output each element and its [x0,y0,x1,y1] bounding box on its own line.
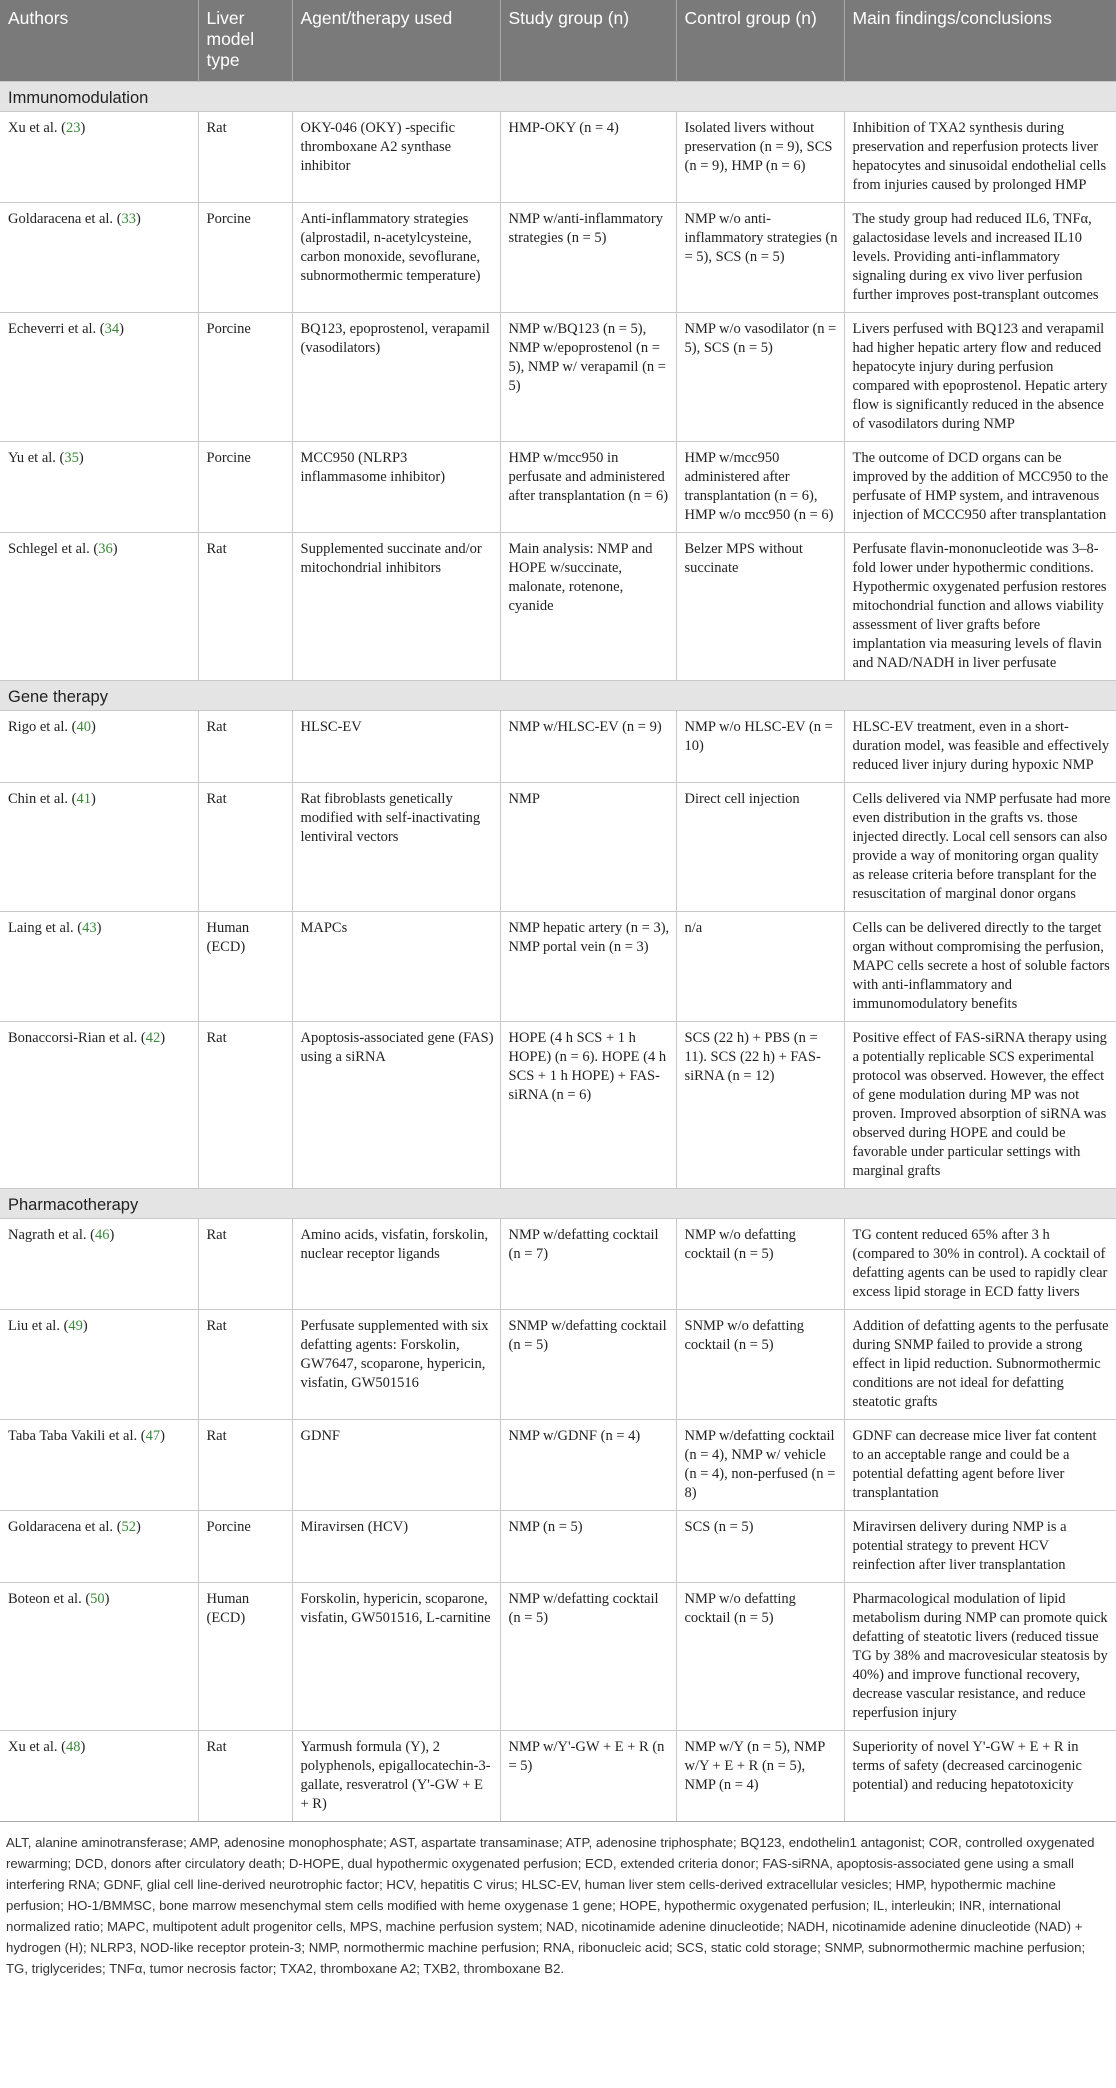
author-cell: Laing et al. (43) [0,912,198,1022]
control-cell [676,313,844,442]
agent-cell-text: Miravirsen (HCV) [300,1519,409,1535]
table-row [0,203,1116,313]
agent-cell [292,313,500,442]
author-cell: Echeverri et al. (34) [0,313,198,442]
model-cell-text: Rat [206,1739,227,1755]
author-cell: Xu et al. (48) [0,1731,198,1822]
study-cell [500,711,676,783]
study-cell [500,112,676,203]
section-row [0,82,1116,112]
study-cell-text: NMP [508,791,540,807]
model-cell-text: Rat [206,791,227,807]
control-cell-text: Belzer MPS without succinate [684,541,803,576]
author-cell: Rigo et al. (40) [0,711,198,783]
agent-cell-text: Yarmush formula (Y), 2 polyphenols, epigallocatechin-3-gallate, resveratrol (Y'-GW + E + R) [300,1739,491,1812]
section-title: Immunomodulation [0,82,1116,112]
model-cell-text: Rat [206,1318,227,1334]
table-row [0,1219,1116,1310]
author-cell: Boteon et al. (50) [0,1583,198,1731]
author-cell: Bonaccorsi-Rian et al. (42) [0,1022,198,1189]
reference-link[interactable]: 49 [68,1318,83,1334]
model-cell [198,912,292,1022]
model-cell-text: Porcine [206,211,251,227]
author-cell-text: Bonaccorsi-Rian et al. [8,1030,138,1046]
author-cell: Nagrath et al. (46) [0,1219,198,1310]
findings-cell-text: Pharmacological modulation of lipid metabolism during NMP can promote quick defatting of steatotic livers (reduced tissue TG by 38% and macrovesicular steatosis by 40%) and improve functional recovery, decrease vascular resistance, and reduce reperfusion injury [852,1591,1108,1721]
agent-cell [292,442,500,533]
agent-cell [292,112,500,203]
study-cell [500,313,676,442]
model-cell [198,1022,292,1189]
section-title: Pharmacotherapy [0,1189,1116,1219]
control-cell [676,533,844,681]
findings-cell-text: Positive effect of FAS-siRNA therapy using a potentially replicable SCS experimental protocol was observed. However, the effect of gene modulation during MP was not proven. Improved absorption of siRNA was observed during HOPE and could be favorable under particular settings with marginal grafts [852,1030,1107,1179]
agent-cell-text: Apoptosis-associated gene (FAS) using a siRNA [300,1030,494,1065]
control-cell-text: NMP w/o HLSC-EV (n = 10) [684,719,833,754]
control-cell-text: NMP w/o anti-inflammatory strategies (n = 5), SCS (n = 5) [684,211,838,265]
author-cell: Taba Taba Vakili et al. (47) [0,1420,198,1511]
control-cell-text: SNMP w/o defatting cocktail (n = 5) [684,1318,804,1353]
author-cell-text: Goldaracena et al. [8,211,114,227]
author-cell-text: Schlegel et al. [8,541,90,557]
author-cell-text: Yu et al. [8,450,56,466]
model-cell [198,1219,292,1310]
study-cell [500,442,676,533]
model-cell [198,442,292,533]
model-cell-text: Rat [206,719,227,735]
findings-cell [844,912,1116,1022]
findings-cell [844,1310,1116,1420]
table-header [0,0,1116,82]
findings-cell-text: TG content reduced 65% after 3 h (compared to 30% in control). A cocktail of defatting agents can be used to rapidly clear excess lipid storage in ECD fatty livers [852,1227,1108,1300]
reference-link[interactable]: 46 [94,1227,110,1243]
study-cell [500,1583,676,1731]
control-cell [676,1310,844,1420]
model-cell [198,711,292,783]
agent-cell [292,1219,500,1310]
model-cell-text: Rat [206,1030,227,1046]
findings-cell-text: Miravirsen delivery during NMP is a potential strategy to prevent HCV reinfection after liver transplantation [852,1519,1067,1573]
author-cell-text: Taba Taba Vakili et al. [8,1428,138,1444]
control-cell [676,711,844,783]
agent-cell-text: Rat fibroblasts genetically modified with self-inactivating lentiviral vectors [300,791,481,845]
model-cell-text: Human (ECD) [206,920,250,955]
findings-cell [844,1219,1116,1310]
author-cell-text: Echeverri et al. [8,321,97,337]
control-cell-text: n/a [684,920,703,936]
study-cell-text: NMP w/HLSC-EV (n = 9) [508,719,662,735]
author-cell: Goldaracena et al. (52) [0,1511,198,1583]
author-cell-text: Liu et al. [8,1318,60,1334]
study-cell-text: NMP w/defatting cocktail (n = 5) [508,1591,659,1626]
findings-cell [844,1511,1116,1583]
findings-cell-text: Cells can be delivered directly to the target organ without compromising the perfusion, MAPC cells secrete a host of soluble factors with anti-inflammatory and immunomodulatory benefits [852,920,1110,1012]
findings-cell-text: Livers perfused with BQ123 and verapamil had higher hepatic artery flow and reduced hepatocyte injury during perfusion compared with epoprostenol. Hepatic artery flow is significantly reduced in the absence of vasodilators during NMP [852,321,1108,432]
reference-link[interactable]: 34 [104,321,120,337]
author-cell-text: Chin et al. [8,791,69,807]
model-cell-text: Porcine [206,1519,251,1535]
control-cell [676,1583,844,1731]
reference-link[interactable]: 50 [90,1591,105,1607]
control-cell [676,442,844,533]
findings-cell-text: Addition of defatting agents to the perfusate during SNMP failed to provide a strong effect in lipid reduction. Subnormothermic conditions are not ideal for defatting steatotic grafts [852,1318,1109,1410]
author-cell: Xu et al. (23) [0,112,198,203]
reference-link[interactable]: 52 [121,1519,137,1535]
agent-cell-text: MCC950 (NLRP3 inflammasome inhibitor) [300,450,446,485]
agent-cell [292,1511,500,1583]
study-cell [500,533,676,681]
findings-cell [844,783,1116,912]
author-cell-text: Nagrath et al. [8,1227,87,1243]
findings-cell [844,533,1116,681]
model-cell-text: Rat [206,120,227,136]
author-cell-text: Boteon et al. [8,1591,82,1607]
table-row [0,912,1116,1022]
findings-cell [844,1731,1116,1822]
model-cell [198,533,292,681]
reference-link[interactable]: 35 [64,450,79,466]
author-cell-text: Laing et al. [8,920,74,936]
table-row [0,1022,1116,1189]
model-cell-text: Rat [206,1227,227,1243]
author-cell-text: Xu et al. [8,120,58,136]
control-cell-text: SCS (22 h) + PBS (n = 11). SCS (22 h) + FAS-siRNA (n = 12) [684,1030,821,1084]
section-row [0,681,1116,711]
table-body [0,82,1116,1822]
study-cell [500,1022,676,1189]
table-row [0,533,1116,681]
study-cell-text: NMP (n = 5) [508,1519,583,1535]
findings-cell-text: The study group had reduced IL6, TNFα, galactosidase levels and increased IL10 levels. Providing anti-inflammatory signaling during ex vivo liver perfusion further improves post-transplant outcomes [852,211,1099,303]
reference-link[interactable]: 43 [82,920,97,936]
study-cell [500,1511,676,1583]
control-cell [676,912,844,1022]
control-cell [676,1022,844,1189]
model-cell-text: Human (ECD) [206,1591,250,1626]
control-cell-text: NMP w/defatting cocktail (n = 4), NMP w/ vehicle (n = 4), non-perfused (n = 8) [684,1428,836,1501]
table-row [0,1511,1116,1583]
table-footnote: ALT, alanine aminotransferase; AMP, adenosine monophosphate; AST, aspartate transaminase; ATP, adenosine triphosphate; BQ123, endothelin1 antagonist; COR, controlled oxygenated rewarming; DCD, donors after circulatory death; D-HOPE, dual hypothermic oxygenated perfusion; ECD, extended criteria donor; FAS-siRNA, apoptosis-associated gene using a small interfering RNA; GDNF, glial cell line-derived neurotrophic factor; HCV, hepatitis C virus; HLSC-EV, human liver stem cells-derived extracellular vesicles; HMP, hypothermic machine perfusion; HO-1/BMMSC, bone marrow mesenchymal stem cells modified with heme oxygenase 1 gene; HOPE, hypothermic oxygenated perfusion; IL, interleukin; INR, international normalized ratio; MAPC, multipotent adult progenitor cells, MPS, machine perfusion system; NAD, nicotinamide adenine dinucleotide; NADH, nicotinamide adenine dinucleotide (NAD) + hydrogen (H); NLRP3, NOD-like receptor protein-3; NMP, normothermic machine perfusion; RNA, ribonucleic acid; SCS, static cold storage; SNMP, subnormothermic machine perfusion; TG, triglycerides; TNFα, tumor necrosis factor; TXA2, thromboxane A2; TXB2, thromboxane B2. [0,1821,1116,1979]
reference-link[interactable]: 23 [66,120,81,136]
control-cell [676,1731,844,1822]
model-cell [198,1310,292,1420]
model-cell [198,1420,292,1511]
findings-cell [844,442,1116,533]
author-cell-text: Xu et al. [8,1739,58,1755]
study-cell-text: NMP hepatic artery (n = 3), NMP portal vein (n = 3) [508,920,670,955]
model-cell-text: Porcine [206,321,251,337]
findings-cell [844,711,1116,783]
control-cell-text: NMP w/o defatting cocktail (n = 5) [684,1227,796,1262]
control-cell-text: NMP w/Y (n = 5), NMP w/Y + E + R (n = 5), NMP (n = 4) [684,1739,825,1793]
findings-cell [844,313,1116,442]
header-liver-model: Liver model type [198,0,292,82]
findings-cell [844,1420,1116,1511]
agent-cell [292,912,500,1022]
table-row [0,313,1116,442]
reference-link[interactable]: 47 [145,1428,161,1444]
agent-cell-text: Anti-inflammatory strategies (alprostadil, n-acetylcysteine, carbon monoxide, sevoflurane, subnormothermic temperature) [300,211,481,284]
study-cell-text: NMP w/anti-inflammatory strategies (n = 5) [508,211,664,246]
header-study-group: Study group (n) [500,0,676,82]
study-cell-text: HOPE (4 h SCS + 1 h HOPE) (n = 6). HOPE (4 h SCS + 1 h HOPE) + FAS-siRNA (n = 6) [508,1030,667,1103]
section-row [0,1189,1116,1219]
model-cell [198,1583,292,1731]
study-cell-text: HMP w/mcc950 in perfusate and administered after transplantation (n = 6) [508,450,669,504]
findings-cell-text: Perfusate flavin-mononucleotide was 3–8-fold lower under hypothermic conditions. Hypothermic oxygenated perfusion restores mitochondrial function and allows viability assessment of liver grafts before implantation via measuring levels of flavin and NAD/NADH in liver perfusate [852,541,1107,671]
header-findings: Main findings/conclusions [844,0,1116,82]
agent-cell [292,1420,500,1511]
model-cell-text: Porcine [206,450,251,466]
agent-cell [292,1731,500,1822]
agent-cell [292,1583,500,1731]
study-cell [500,1731,676,1822]
findings-cell-text: Cells delivered via NMP perfusate had more even distribution in the grafts vs. those injected directly. Local cell sensors can also provide a way of monitoring organ quality as release criteria before transplant for the resuscitation of marginal donor organs [852,791,1111,902]
header-control-group: Control group (n) [676,0,844,82]
control-cell [676,1420,844,1511]
reference-link[interactable]: 42 [145,1030,161,1046]
author-cell-text: Rigo et al. [8,719,69,735]
agent-cell [292,533,500,681]
model-cell [198,1731,292,1822]
study-cell-text: SNMP w/defatting cocktail (n = 5) [508,1318,667,1353]
agent-cell [292,711,500,783]
control-cell [676,112,844,203]
findings-cell [844,203,1116,313]
control-cell [676,203,844,313]
study-cell [500,912,676,1022]
reference-link[interactable]: 33 [121,211,137,227]
model-cell [198,313,292,442]
control-cell [676,1511,844,1583]
agent-cell [292,1022,500,1189]
findings-cell-text: HLSC-EV treatment, even in a short-duration model, was feasible and effectively reduced liver injury during hypoxic NMP [852,719,1110,773]
findings-cell-text: Superiority of novel Y'-GW + E + R in terms of safety (decreased carcinogenic potential) and reducing hepatotoxicity [852,1739,1082,1793]
agent-cell-text: BQ123, epoprostenol, verapamil (vasodilators) [300,321,490,356]
author-cell: Liu et al. (49) [0,1310,198,1420]
control-cell-text: NMP w/o defatting cocktail (n = 5) [684,1591,796,1626]
model-cell [198,203,292,313]
study-cell-text: NMP w/BQ123 (n = 5), NMP w/epoprostenol (n = 5), NMP w/ verapamil (n = 5) [508,321,666,394]
control-cell-text: NMP w/o vasodilator (n = 5), SCS (n = 5) [684,321,837,356]
control-cell-text: Direct cell injection [684,791,800,807]
table-row [0,1310,1116,1420]
findings-cell-text: GDNF can decrease mice liver fat content to an acceptable range and could be a potential defatting agent before liver transplantation [852,1428,1097,1501]
author-cell: Yu et al. (35) [0,442,198,533]
reference-link[interactable]: 48 [66,1739,81,1755]
study-cell [500,783,676,912]
table-row [0,1583,1116,1731]
reference-link[interactable]: 40 [76,719,91,735]
agent-cell-text: Forskolin, hypericin, scoparone, visfatin, GW501516, L-carnitine [300,1591,491,1626]
agent-cell-text: Supplemented succinate and/or mitochondrial inhibitors [300,541,482,576]
findings-cell [844,1022,1116,1189]
table-row [0,112,1116,203]
study-cell-text: NMP w/Y'-GW + E + R (n = 5) [508,1739,665,1774]
reference-link[interactable]: 36 [98,541,113,557]
findings-cell-text: Inhibition of TXA2 synthesis during preservation and reperfusion protects liver hepatocytes and sinusoidal endothelial cells from injuries caused by prolonged HMP [852,120,1107,193]
table-row [0,783,1116,912]
control-cell-text: HMP w/mcc950 administered after transplantation (n = 6), HMP w/o mcc950 (n = 6) [684,450,834,523]
model-cell [198,1511,292,1583]
model-cell [198,783,292,912]
author-cell: Goldaracena et al. (33) [0,203,198,313]
study-cell [500,1310,676,1420]
study-cell-text: HMP-OKY (n = 4) [508,120,619,136]
section-title: Gene therapy [0,681,1116,711]
findings-cell-text: The outcome of DCD organs can be improved by the addition of MCC950 to the perfusate of HMP system, and intravenous injection of MCCC950 after transplantation [852,450,1109,523]
agent-cell-text: Amino acids, visfatin, forskolin, nuclear receptor ligands [300,1227,489,1262]
header-agent: Agent/therapy used [292,0,500,82]
agent-cell-text: MAPCs [300,920,348,936]
control-cell [676,783,844,912]
agent-cell-text: GDNF [300,1428,340,1444]
model-cell-text: Rat [206,1428,227,1444]
agent-cell [292,1310,500,1420]
study-cell-text: NMP w/GDNF (n = 4) [508,1428,641,1444]
table-row [0,1731,1116,1822]
author-cell: Chin et al. (41) [0,783,198,912]
study-cell [500,203,676,313]
study-cell [500,1219,676,1310]
author-cell-text: Goldaracena et al. [8,1519,114,1535]
study-cell-text: Main analysis: NMP and HOPE w/succinate, malonate, rotenone, cyanide [508,541,653,614]
control-cell-text: Isolated livers without preservation (n = 9), SCS (n = 9), HMP (n = 6) [684,120,833,174]
control-cell-text: SCS (n = 5) [684,1519,754,1535]
findings-cell [844,1583,1116,1731]
model-cell-text: Rat [206,541,227,557]
reference-link[interactable]: 41 [76,791,91,807]
study-cell [500,1420,676,1511]
table-row [0,1420,1116,1511]
table-row [0,711,1116,783]
agent-cell [292,783,500,912]
header-authors: Authors [0,0,198,82]
agent-cell [292,203,500,313]
agent-cell-text: HLSC-EV [300,719,362,735]
agent-cell-text: Perfusate supplemented with six defatting agents: Forskolin, GW7647, scoparone, hypericin, visfatin, GW501516 [300,1318,489,1391]
findings-cell [844,112,1116,203]
model-cell [198,112,292,203]
table-row [0,442,1116,533]
control-cell [676,1219,844,1310]
study-cell-text: NMP w/defatting cocktail (n = 7) [508,1227,659,1262]
author-cell: Schlegel et al. (36) [0,533,198,681]
agent-cell-text: OKY-046 (OKY) -specific thromboxane A2 synthase inhibitor [300,120,456,174]
